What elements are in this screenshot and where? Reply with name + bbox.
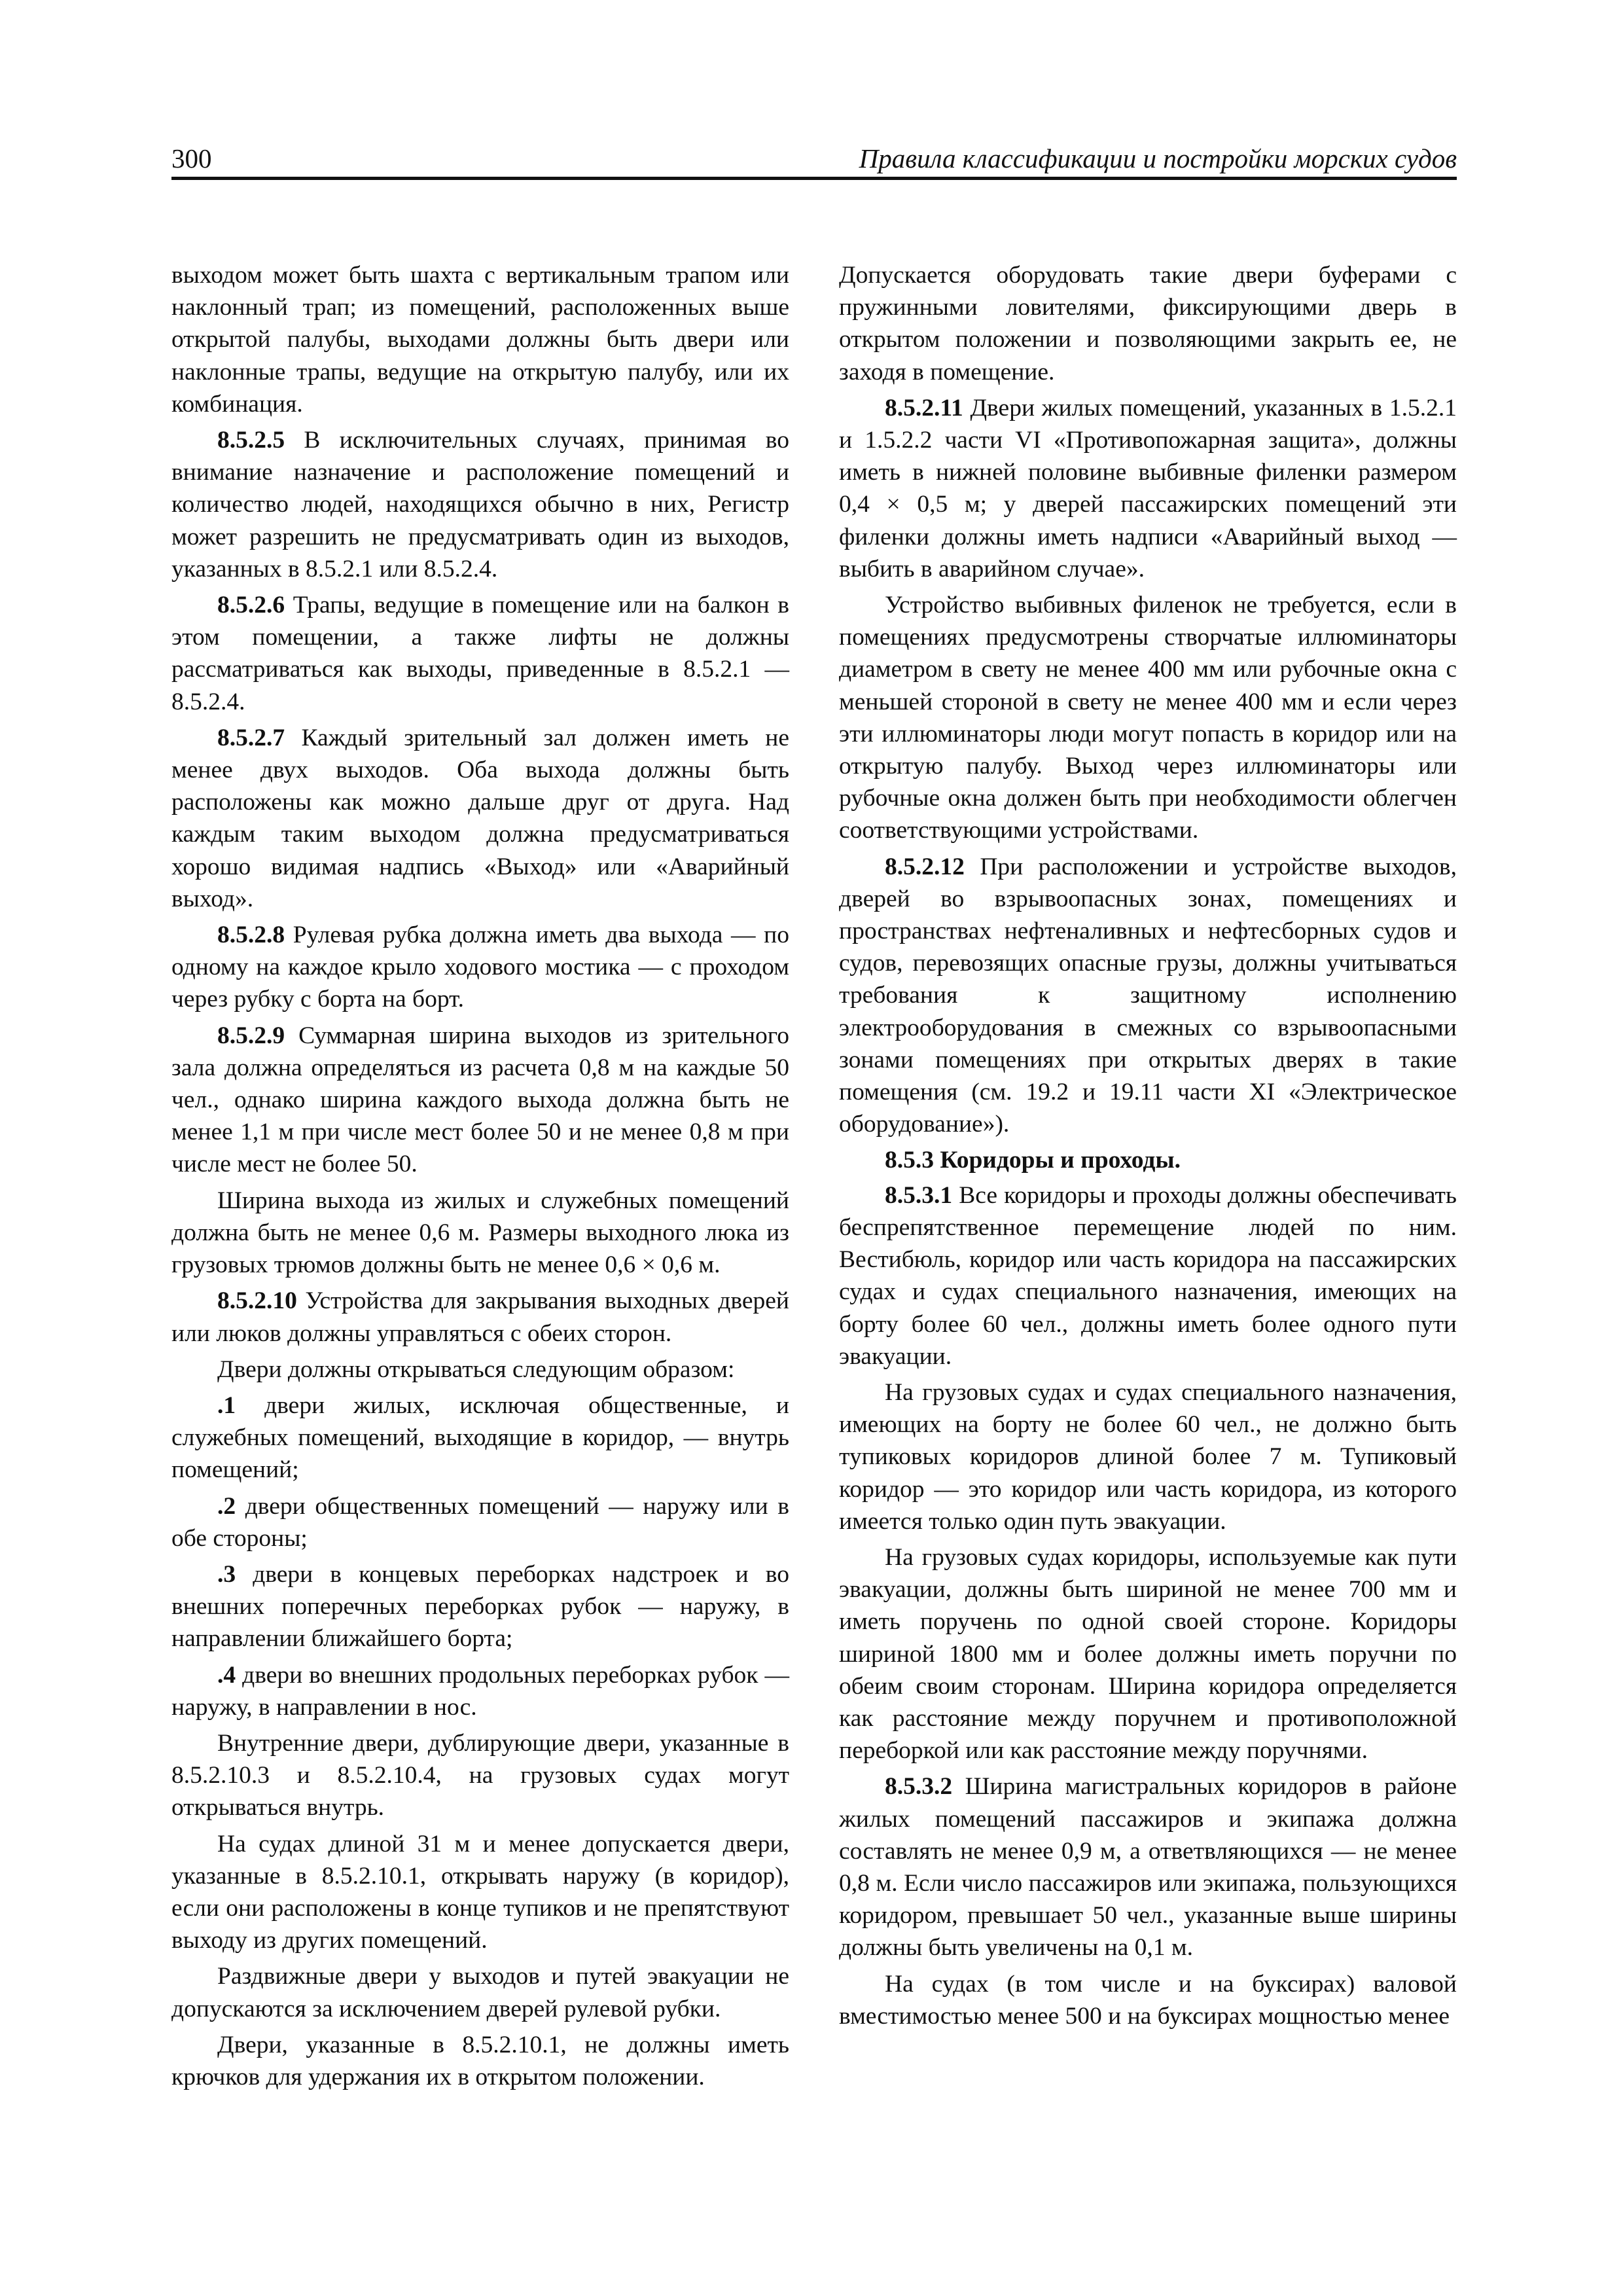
paragraph-text: Ширина магистральных коридоров в районе жилых помещений пассажиров и экипажа должна составлять не менее 0,9 м, а ответвляющихся — не менее 0,8 м. Если число пассажиров или экипажа, пользующихся коридором, превышает 50 чел., указанные выше ширины должны быть увеличены на 0,1 м. [839,1773,1457,1962]
clause-number: 8.5.2.5 [217,427,285,454]
paragraph [171,1727,789,1824]
paragraph [171,259,789,420]
paragraph [839,1770,1457,1964]
paragraph [171,1354,789,1386]
page-header [171,139,1457,178]
paragraph-text: 8.5.3 Коридоры и проходы. [885,1147,1181,1174]
page-number: 300 [171,143,212,173]
clause-number: 8.5.2.6 [217,592,285,619]
paragraph-text: Каждый зрительный зал должен иметь не менее двух выходов. Оба выхода должны быть расположены как можно дальше друг от друга. Над каждым таким выходом должна предусматриваться хорошо видимая надпись «Выход» или «Аварийный выход». [171,724,789,912]
paragraph [839,851,1457,1141]
section-heading [839,1144,1457,1176]
paragraph [171,589,789,718]
paragraph-text: двери жилых, исключая общественные, и служебных помещений, выходящие в коридор, — внутрь помещений; [171,1391,789,1484]
clause-number: 8.5.2.12 [885,853,965,880]
paragraph-text: При расположении и устройстве выходов, дверей во взрывоопасных зонах, помещениях и пространствах нефтеналивных и нефтесборных судов и судов, перевозящих опасные грузы, должны учитываться требования к защитному исполнению электрооборудования в смежных со взрывоопасными зонами помещениях при открытых дверях в такие помещения (см. 19.2 и 19.11 части XI «Электрическое оборудование»). [839,853,1457,1138]
paragraph [171,1960,789,2024]
paragraph [839,1376,1457,1537]
paragraph-text: Суммарная ширина выходов из зрительного зала должна определяться из расчета 0,8 м на каждые 50 чел., однако ширина каждого выхода должна быть не менее 1,1 м при числе мест более 50 и не менее 0,8 м при числе мест не более 50. [171,1022,789,1178]
clause-number: .4 [217,1661,236,1689]
clause-number: 8.5.3.1 [885,1181,953,1209]
paragraph [171,1490,789,1554]
paragraph-text: Устройство выбивных филенок не требуется, если в помещениях предусмотрены створчатые иллюминаторы диаметром в свету не менее 400 мм или рубочные окна с меньшей стороной в свету не менее 400 мм и если через эти иллюминаторы люди могут попасть в коридор или на открытую палубу. Выход через иллюминаторы или рубочные окна должен быть при необходимости облегчен соответствующими устройствами. [839,592,1457,844]
header-rule [171,177,1457,180]
paragraph [171,1285,789,1349]
clause-number: .3 [217,1560,236,1588]
paragraph-text: На судах длиной 31 м и менее допускается двери, указанные в 8.5.2.10.1, открывать наружу (в коридор), если они расположены в конце тупиков и не препятствуют выходу из других помещений. [171,1830,789,1954]
paragraph-text: Устройства для закрывания выходных дверей или люков должны управляться с обеих сторон. [171,1287,789,1347]
paragraph-text: Раздвижные двери у выходов и путей эвакуации не допускаются за исключением дверей рулевой рубки. [171,1963,789,2022]
paragraph-text: двери в концевых переборках надстроек и во внешних поперечных переборках рубок — наружу, в направлении ближайшего борта; [171,1560,789,1653]
paragraph [839,1179,1457,1372]
paragraph [171,1185,789,1282]
paragraph-text: В исключительных случаях, принимая во внимание назначение и расположение помещений и количество людей, находящихся обычно в них, Регистр может разрешить не предусматривать один из выходов, указанных в 8.5.2.1 или 8.5.2.4. [171,427,789,583]
paragraph [839,1968,1457,2032]
paragraph [171,1828,789,1957]
right-column [839,259,1457,2036]
clause-number: 8.5.2.10 [217,1287,297,1315]
paragraph-text: двери во внешних продольных переборках рубок — наружу, в направлении в нос. [171,1661,789,1721]
clause-number: .2 [217,1492,236,1520]
paragraph [171,919,789,1016]
paragraph-text: На грузовых судах коридоры, используемые как пути эвакуации, должны быть шириной не менее 700 мм и иметь поручень по одной своей стороне. Коридоры шириной 1800 мм и более должны иметь поручни по обеим своим сторонам. Ширина коридора определяется как расстояние между поручнем и противоположной переборкой или как расстояние между поручнями. [839,1543,1457,1765]
clause-number: 8.5.2.8 [217,922,285,949]
paragraph-text: На судах (в том числе и на буксирах) валовой вместимостью менее 500 и на буксирах мощностью менее [839,1970,1457,2030]
paragraph [839,589,1457,847]
paragraph-text: Трапы, ведущие в помещение или на балкон в этом помещении, а также лифты не должны рассматриваться как выходы, приведенные в 8.5.2.1 — 8.5.2.4. [171,592,789,715]
paragraph [171,424,789,585]
paragraph [171,2029,789,2093]
paragraph-text: Двери жилых помещений, указанных в 1.5.2.1 и 1.5.2.2 части VI «Противопожарная защита», должны иметь в нижней половине выбивные филенки размером 0,4 × 0,5 м; у дверей пассажирских помещений эти филенки должны иметь надписи «Аварийный выход — выбить в аварийном случае». [839,394,1457,583]
paragraph-text: Двери, указанные в 8.5.2.10.1, не должны иметь крючков для удержания их в открытом положении. [171,2031,789,2090]
paragraph-text: Внутренние двери, дублирующие двери, указанные в 8.5.2.10.3 и 8.5.2.10.4, на грузовых судах могут открываться внутрь. [171,1729,789,1821]
clause-number: 8.5.2.9 [217,1022,285,1049]
paragraph [839,259,1457,388]
paragraph [171,1020,789,1181]
paragraph [171,1659,789,1723]
paragraph-text: На грузовых судах и судах специального назначения, имеющих на борту не более 60 чел., не должно быть тупиковых коридоров длиной более 7 м. Тупиковый коридор — это коридор или часть коридора, из которого имеется только один путь эвакуации. [839,1378,1457,1535]
paragraph-text: Ширина выхода из жилых и служебных помещений должна быть не менее 0,6 м. Размеры выходного люка из грузовых трюмов должны быть не менее 0,6 × 0,6 м. [171,1187,789,1279]
paragraph-text: выходом может быть шахта с вертикальным трапом или наклонный трап; из помещений, расположенных выше открытой палубы, выходами должны быть двери или наклонные трапы, ведущие на открытую палубу, или их комбинация. [171,262,789,418]
clause-number: 8.5.3.2 [885,1773,953,1801]
paragraph [171,1558,789,1655]
paragraph-text: Двери должны открываться следующим образом: [217,1355,735,1383]
running-title: Правила классификации и постройки морских судов [859,143,1457,173]
paragraph-text: Допускается оборудовать такие двери буферами с пружинными ловителями, фиксирующими дверь в открытом положении и позволяющими закрыть ее, не заходя в помещение. [839,262,1457,386]
paragraph-text: Рулевая рубка должна иметь два выхода — по одному на каждое крыло ходового мостика — с проходом через рубку с борта на борт. [171,922,789,1013]
clause-number: 8.5.2.7 [217,724,285,751]
clause-number: 8.5.2.11 [885,394,963,422]
paragraph [839,392,1457,585]
paragraph-text: Все коридоры и проходы должны обеспечивать беспрепятственное перемещение людей по ним. Вестибюль, коридор или часть коридора на пассажирских судах и судах специального назначения, имеющих на борту более 60 чел., должны иметь более одного пути эвакуации. [839,1181,1457,1370]
paragraph [171,722,789,915]
left-column [171,259,789,2097]
clause-number: .1 [217,1391,236,1419]
paragraph [171,1390,789,1486]
paragraph [839,1541,1457,1767]
paragraph-text: двери общественных помещений — наружу или в обе стороны; [171,1492,789,1552]
